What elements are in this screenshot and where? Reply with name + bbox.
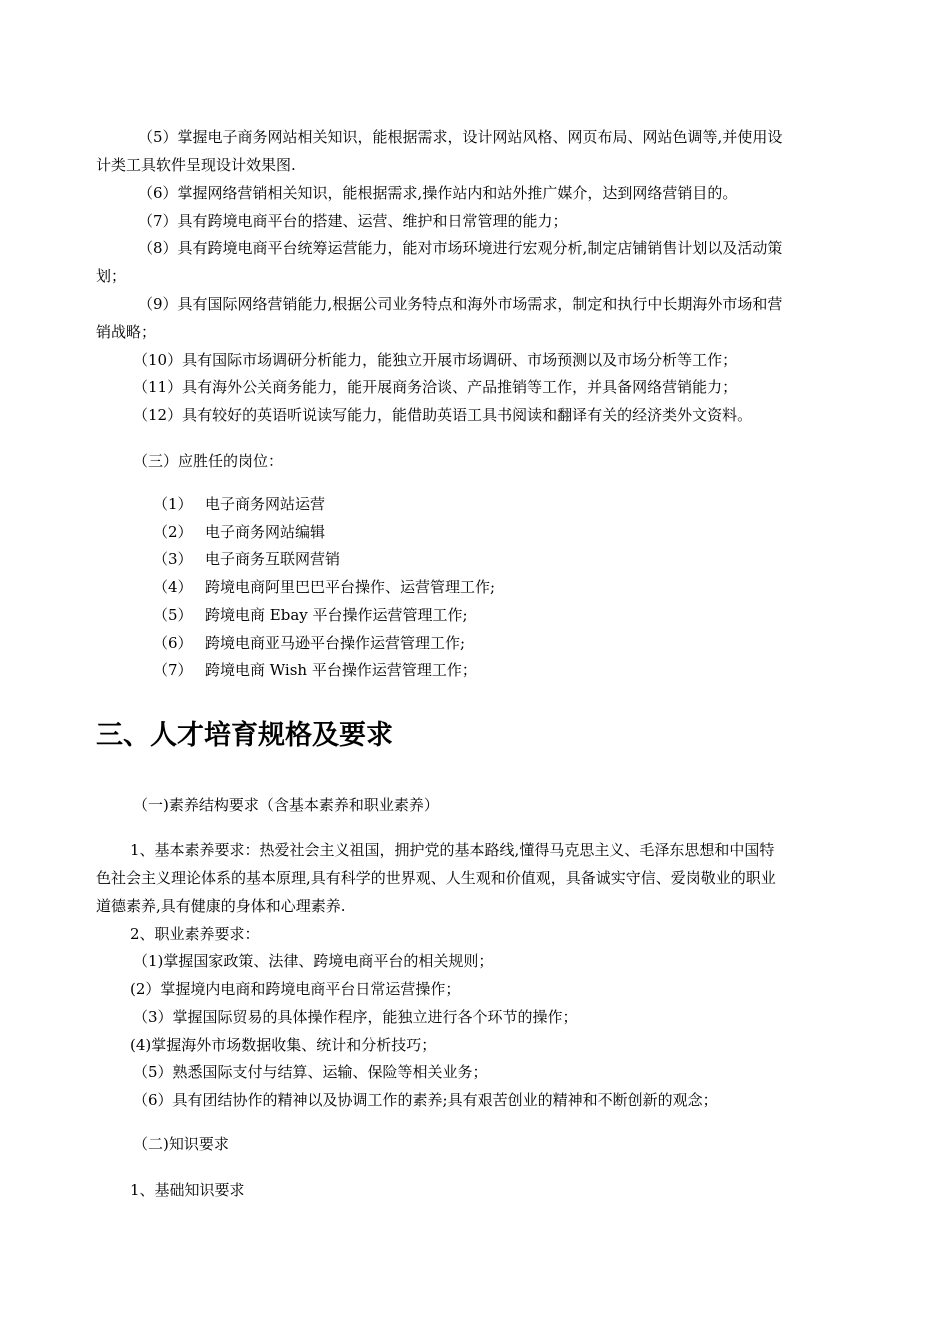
position-text: 跨境电商阿里巴巴平台操作、运营管理工作; [205,578,496,596]
ability-item-6: （6）掌握网络营销相关知识，能根据需求,操作站内和站外推广媒介，达到网络营销目的。 [138,184,738,202]
position-text: 电子商务互联网营销 [205,550,341,568]
professional-quality-item: （6）具有团结协作的精神以及协调工作的素养;具有艰苦创业的精神和不断创新的观念； [133,1091,718,1109]
professional-quality-item: (4)掌握海外市场数据收集、统计和分析技巧； [130,1036,437,1054]
ability-item-5: （5）掌握电子商务网站相关知识，能根据需求，设计网站风格、网页布局、网站色调等,并使用设 [138,128,783,146]
position-number: （3） [153,550,193,568]
position-number: （6） [153,634,193,652]
ability-item-9: （9）具有国际网络营销能力,根据公司业务特点和海外市场需求，制定和执行中长期海外市场和营 [138,295,783,313]
ability-item-8-cont: 划； [96,267,127,285]
position-number: （4） [153,578,193,596]
basic-quality-line-1: 1、基本素养要求：热爱社会主义祖国，拥护党的基本路线,懂得马克思主义、毛泽东思想和中国特 [130,841,775,859]
professional-quality-item: （5）熟悉国际支付与结算、运输、保险等相关业务； [133,1063,488,1081]
basic-quality-line-2: 色社会主义理论体系的基本原理,具有科学的世界观、人生观和价值观，具备诚实守信、爱岗敬业的职业 [96,869,776,887]
position-number: （7） [153,661,193,679]
section-title: 三、人才培育规格及要求 [96,720,393,751]
ability-item-9-cont: 销战略； [96,323,157,341]
ability-item-12: （12）具有较好的英语听说读写能力，能借助英语工具书阅读和翻译有关的经济类外文资料。 [133,406,753,424]
ability-item-5-cont: 计类工具软件呈现设计效果图. [96,156,296,174]
ability-item-8: （8）具有跨境电商平台统筹运营能力，能对市场环境进行宏观分析,制定店铺销售计划以及活动策 [138,239,783,257]
ability-item-10: （10）具有国际市场调研分析能力，能独立开展市场调研、市场预测以及市场分析等工作； [133,351,738,369]
quality-heading: （一)素养结构要求（含基本素养和职业素养） [133,796,439,814]
basic-quality-line-3: 道德素养,具有健康的身体和心理素养. [96,897,346,915]
position-text: 电子商务网站运营 [205,495,326,513]
position-number: （2） [153,523,193,541]
ability-item-11: （11）具有海外公关商务能力，能开展商务洽谈、产品推销等工作，并具备网络营销能力； [133,378,738,396]
position-text: 跨境电商 Ebay 平台操作运营管理工作; [205,606,468,624]
basic-knowledge-heading: 1、基础知识要求 [130,1181,245,1199]
position-number: （5） [153,606,193,624]
positions-heading: （三）应胜任的岗位： [133,452,284,470]
position-text: 跨境电商亚马逊平台操作运营管理工作; [205,634,466,652]
professional-quality-item: (2）掌握境内电商和跨境电商平台日常运营操作； [130,980,461,998]
ability-item-7: （7）具有跨境电商平台的搭建、运营、维护和日常管理的能力； [138,212,568,230]
professional-quality-item: （1)掌握国家政策、法律、跨境电商平台的相关规则； [133,952,494,970]
professional-quality-heading: 2、职业素养要求： [130,925,260,943]
position-number: （1） [153,495,193,513]
knowledge-heading: （二)知识要求 [133,1135,229,1153]
professional-quality-item: （3）掌握国际贸易的具体操作程序，能独立进行各个环节的操作； [133,1008,578,1026]
position-text: 跨境电商 Wish 平台操作运营管理工作； [205,661,477,679]
position-text: 电子商务网站编辑 [205,523,326,541]
